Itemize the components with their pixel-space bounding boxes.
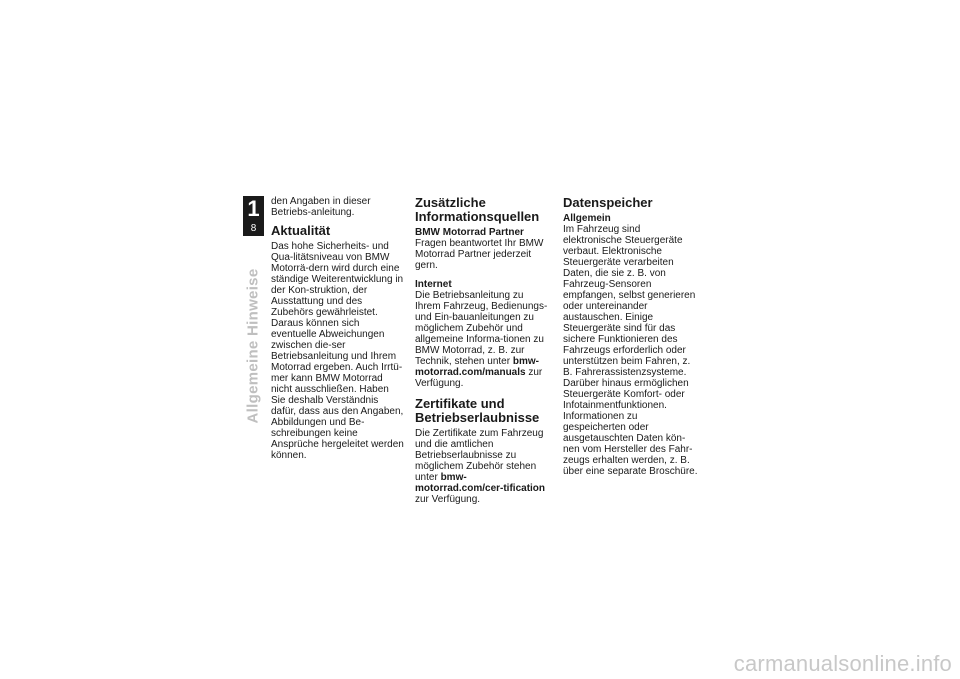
section-heading-zertifikate: Zertifikate und Betriebserlaubnisse (415, 396, 540, 425)
aktualitaet-text: Das hohe Sicherheits- und Qua-litätsniveau von BMW Motorrä-dern wird durch eine ständige Weiterentwicklung in der Kon-struktion, der Ausstattung und des Zubehörs gewährleistet. Daraus können sich eventuelle Abweichungen zwischen die-ser Betriebsanleitung und Ihrem Motorrad ergeben. Auch Irrtü-mer kann BMW Motorrad nicht ausschließen. Haben Sie deshalb Verständnis dafür, dass aus den Angaben, Abbildungen und Be-schreibungen keine Ansprüche hergeleitet werden können. (271, 241, 404, 461)
internet-text: Die Betriebsanleitung zu Ihrem Fahrzeug, Bedienungs- und Ein-bauanleitungen zu möglichem Zubehör und allgemeine Informa-tionen zu BMW Motorrad, z. B. zur Technik, stehen unter bmw-motorrad.com/manuals zur Verfügung. (415, 290, 548, 389)
subheading-internet: Internet (415, 279, 452, 290)
partner-text: Fragen beantwortet Ihr BMW Motorrad Partner jederzeit gern. (415, 238, 544, 271)
zertifikate-text: Die Zertifikate zum Fahrzeug und die amtlichen Betriebserlaubnisse zu möglichem Zubehör stehen unter bmw-motorrad.com/cer-tification zur Verfügung. (415, 428, 546, 505)
section-heading-aktualitaet: Aktualität (271, 223, 331, 238)
section-heading-informationsquellen: Zusätzliche Informationsquellen (415, 195, 540, 224)
chapter-side-title: Allgemeine Hinweise (244, 268, 262, 424)
manuals-link[interactable]: bmw-motorrad.com/manuals (415, 356, 539, 378)
certification-link[interactable]: bmw-motorrad.com/cer-tification (415, 472, 546, 494)
subheading-allgemein: Allgemein (563, 213, 611, 224)
subheading-partner: BMW Motorrad Partner (415, 227, 524, 238)
section-heading-datenspeicher: Datenspeicher (563, 195, 653, 210)
watermark-text: carmanualsonline.info (733, 651, 952, 676)
column-2 (415, 196, 551, 505)
chapter-number: 1 (247, 196, 260, 221)
allgemein-text: Im Fahrzeug sind elektronische Steuergeräte verbaut. Elektronische Steuergeräte verarbeiten Daten, die sie z. B. von Fahrzeug-Sensoren empfangen, selbst generieren oder untereinander austauschen. Einige Steuergeräte sind für das sichere Funktionieren des Fahrzeugs erforderlich oder unterstützen beim Fahren, z. B. Fahrerassistenzsysteme. Darüber hinaus ermöglichen Steuergeräte Komfort- oder Infotainmentfunktionen. Informationen zu gespeicherten oder ausgetauschten Daten kön-nen vom Hersteller des Fahr-zeugs erhalten werden, z. B. über eine separate Broschüre. (563, 224, 698, 477)
column-1 (271, 196, 405, 461)
column-3 (563, 196, 699, 477)
page-number: 8 (250, 223, 257, 234)
intro-text: den Angaben in dieser Betriebs-anleitung. (271, 196, 371, 218)
